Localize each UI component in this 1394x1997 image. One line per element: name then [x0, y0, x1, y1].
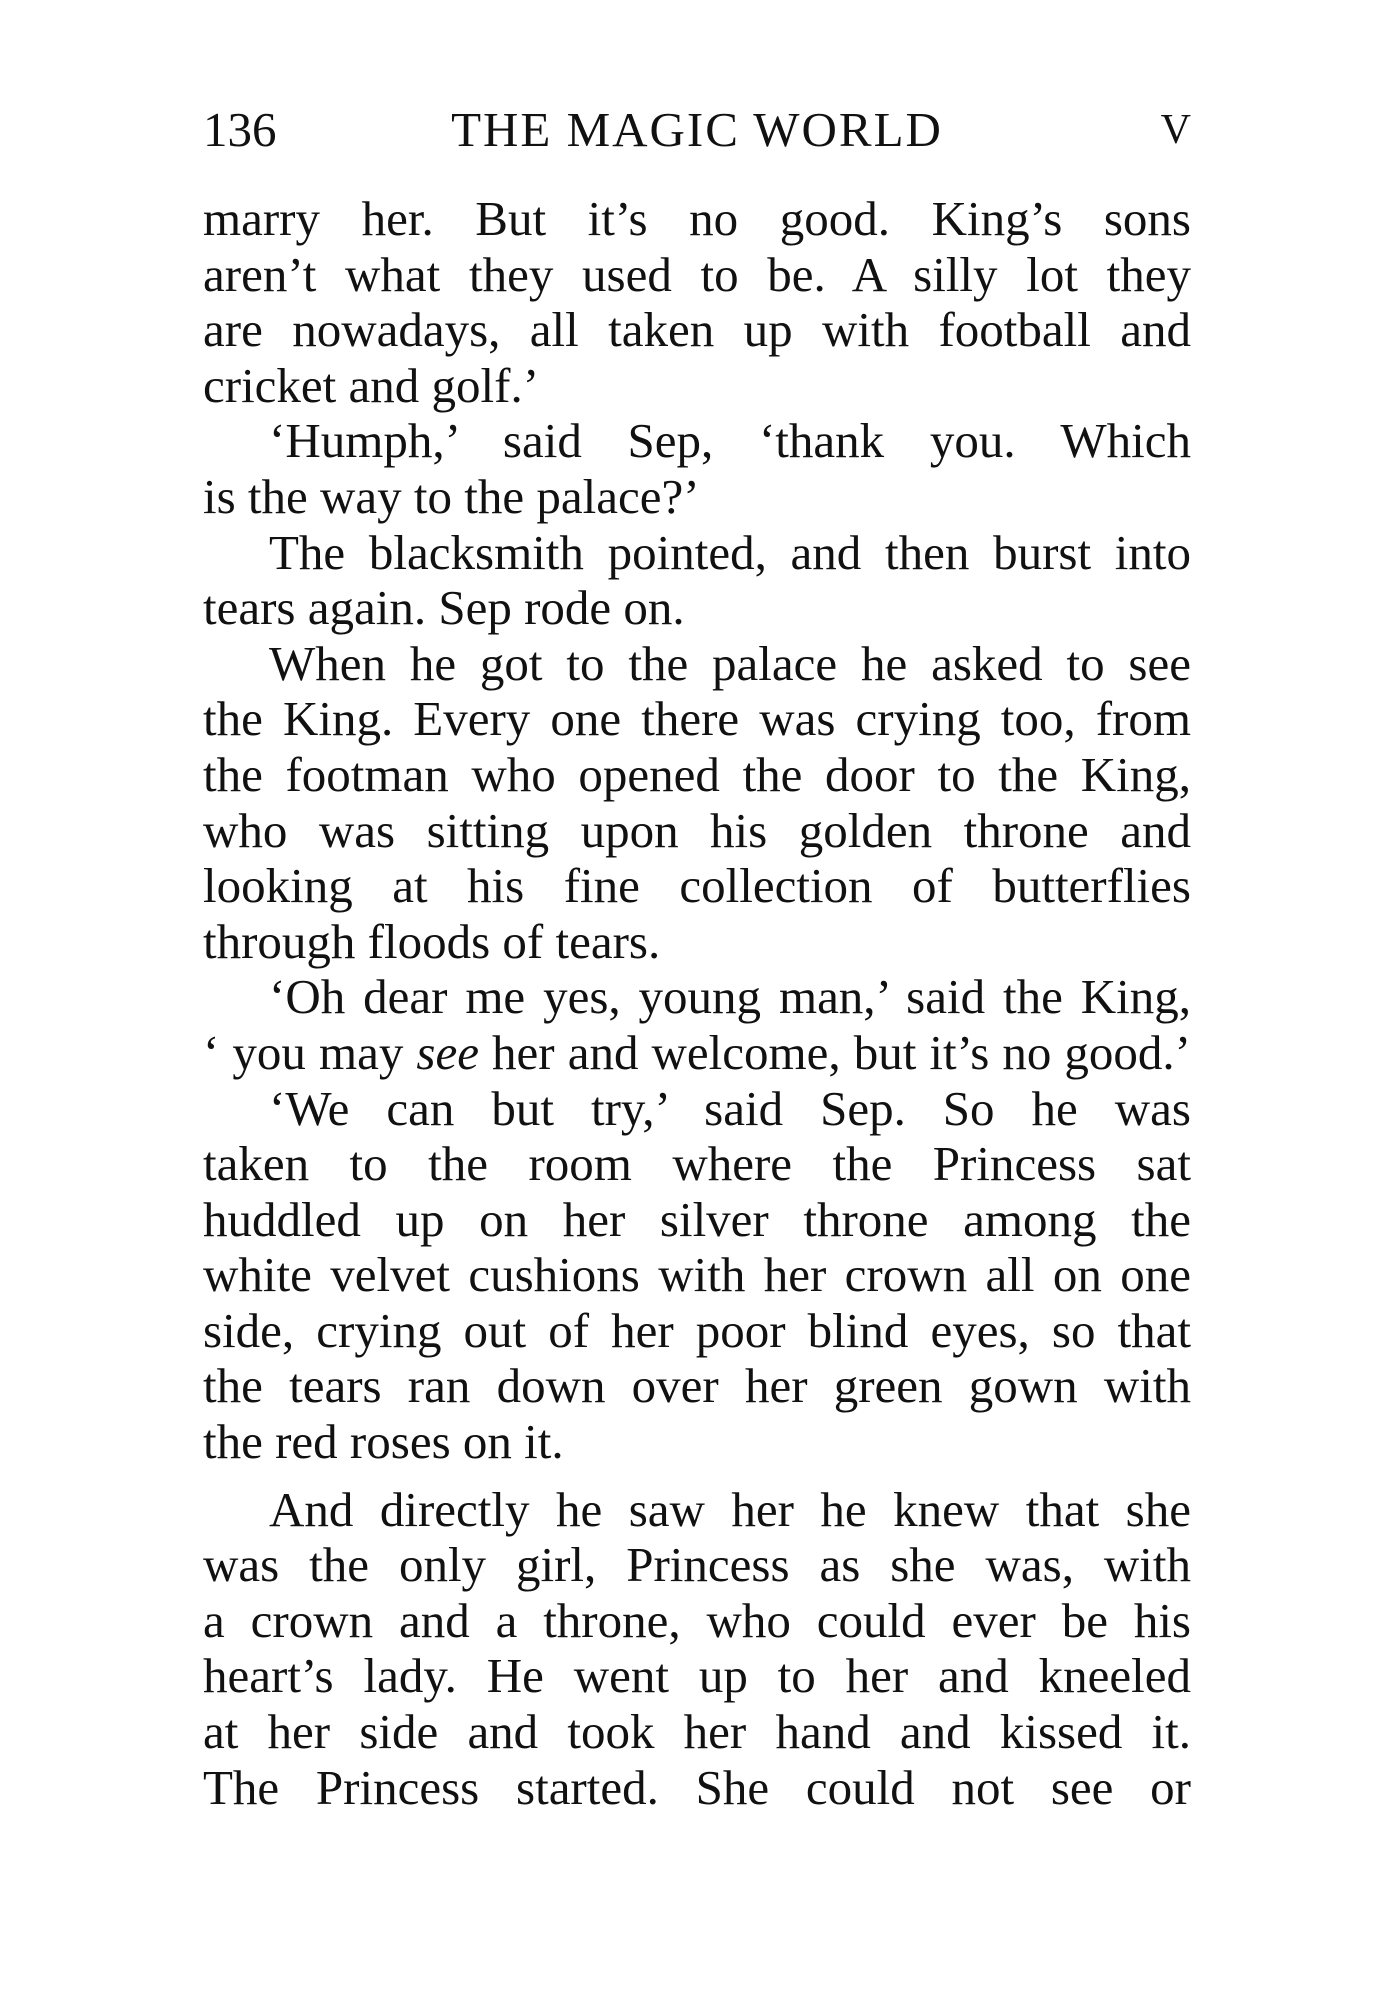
- text-line: ‘Oh dear me yes, young man,’ said the King,: [269, 969, 1191, 1025]
- text-line: who was sitting upon his golden throne and: [203, 802, 1191, 858]
- text-line: And directly he saw her he knew that she: [269, 1481, 1191, 1537]
- paragraph: [203, 1482, 1191, 1816]
- text-run: her and welcome, but it’s no good.’: [478, 1024, 1192, 1080]
- text-line: taken to the room where the Princess sat: [203, 1136, 1191, 1192]
- emphasis-text: see: [416, 1024, 479, 1080]
- paragraph: [203, 525, 1191, 636]
- paragraph: [203, 1081, 1191, 1470]
- chapter-mark: V: [1160, 107, 1191, 153]
- text-line: [203, 1025, 1191, 1081]
- text-line: When he got to the palace he asked to see: [269, 635, 1191, 691]
- running-title: THE MAGIC WORLD: [451, 102, 943, 157]
- paragraph: [203, 636, 1191, 970]
- paragraph: [203, 191, 1191, 413]
- text-line: aren’t what they used to be. A silly lot they: [203, 246, 1191, 302]
- page-number: 136: [203, 102, 277, 157]
- text-line: was the only girl, Princess as she was, with: [203, 1537, 1191, 1593]
- body-text: [203, 191, 1191, 1815]
- text-line: ‘Humph,’ said Sep, ‘thank you. Which: [269, 413, 1191, 469]
- text-line: the King. Every one there was crying too, from: [203, 691, 1191, 747]
- text-line: at her side and took her hand and kissed it.: [203, 1704, 1191, 1760]
- text-line: looking at his fine collection of butterflies: [203, 858, 1191, 914]
- text-line: the footman who opened the door to the King,: [203, 746, 1191, 802]
- text-line: cricket and golf.’: [203, 357, 540, 413]
- text-line: tears again. Sep rode on.: [203, 580, 685, 636]
- text-line: The Princess started. She could not see or: [203, 1759, 1191, 1815]
- text-line: white velvet cushions with her crown all on one: [203, 1247, 1191, 1303]
- text-line: through floods of tears.: [203, 913, 661, 969]
- text-line: the red roses on it.: [203, 1414, 564, 1470]
- text-line: heart’s lady. He went up to her and kneeled: [203, 1648, 1191, 1704]
- text-line: the tears ran down over her green gown with: [203, 1358, 1191, 1414]
- paragraph: [203, 969, 1191, 1080]
- text-line: are nowadays, all taken up with football and: [203, 302, 1191, 358]
- text-line: marry her. But it’s no good. King’s sons: [203, 191, 1191, 246]
- running-header: [203, 100, 1191, 160]
- paragraph: [203, 413, 1191, 524]
- text-line: huddled up on her silver throne among the: [203, 1191, 1191, 1247]
- text-line: ‘We can but try,’ said Sep. So he was: [269, 1080, 1191, 1136]
- text-line: The blacksmith pointed, and then burst into: [269, 524, 1191, 580]
- text-line: a crown and a throne, who could ever be his: [203, 1592, 1191, 1648]
- text-line: side, crying out of her poor blind eyes, so that: [203, 1302, 1191, 1358]
- text-line: is the way to the palace?’: [203, 468, 700, 524]
- text-run: ‘ you may: [203, 1024, 417, 1080]
